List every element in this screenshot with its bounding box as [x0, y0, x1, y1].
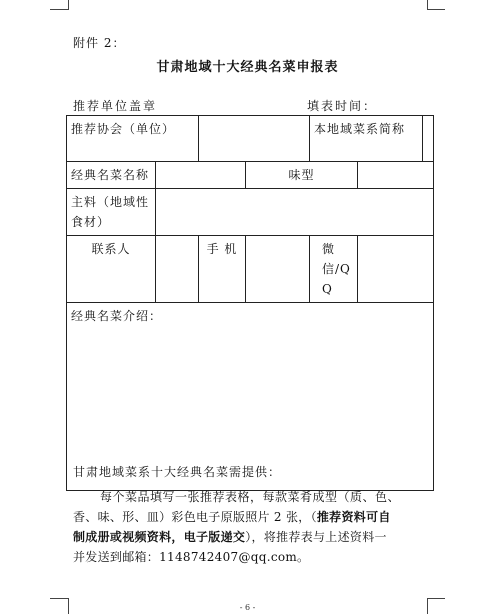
requirements-heading: 甘肃地域菜系十大经典名菜需提供： [73, 465, 282, 479]
dish-name-field[interactable] [156, 162, 246, 189]
requirements-text: 香、味、形、皿）彩色电子原版照片 2 张，（ [73, 510, 317, 524]
cuisine-label: 本地域菜系简称 [310, 116, 423, 161]
table-row [67, 236, 434, 303]
requirements-line-3 [73, 528, 387, 545]
flavor-field[interactable] [358, 162, 434, 189]
requirements-line-4: 并发送到邮箱：1148742407@qq.com。 [73, 550, 310, 564]
wechat-qq-label: 微 信/QQ [310, 236, 358, 303]
crop-mark [68, 0, 69, 10]
application-form-table [66, 115, 434, 491]
crop-mark [427, 598, 445, 599]
flavor-label: 味型 [246, 162, 358, 189]
requirements-line-2 [73, 508, 391, 525]
crop-mark [50, 9, 68, 10]
document-title: 甘肃地域十大经典名菜申报表 [156, 60, 339, 75]
requirements-emphasis: 制成册或视频资料，电子版递交 [73, 530, 246, 544]
attachment-label: 附件 2： [73, 36, 126, 50]
requirements-emphasis: 推荐资料可自 [316, 510, 391, 524]
wechat-qq-field[interactable] [358, 236, 434, 303]
dish-name-label: 经典名菜名称 [67, 162, 156, 189]
crop-mark [427, 9, 445, 10]
crop-mark [50, 598, 68, 599]
table-row [67, 189, 434, 236]
crop-mark [427, 0, 428, 10]
phone-field[interactable] [246, 236, 310, 303]
phone-label: 手 机 [199, 236, 246, 303]
requirements-text: ），将推荐表与上述资料一 [245, 530, 387, 544]
fill-time-label: 填表时间： [307, 99, 378, 113]
assoc-value-field[interactable] [199, 116, 310, 162]
table-row [67, 116, 434, 162]
requirements-line-1: 每个菜品填写一张推荐表格，每款菜肴成型（质、色、 [100, 490, 401, 504]
dish-intro-label: 经典名菜介绍： [71, 309, 163, 323]
cuisine-group [310, 116, 434, 162]
cuisine-value-field[interactable] [423, 116, 434, 161]
contact-label: 联系人 [67, 236, 156, 303]
assoc-label: 推荐协会（单位） [67, 116, 199, 162]
table-row [67, 162, 434, 189]
ingredients-field[interactable] [156, 189, 434, 236]
page-number: - 6 - [239, 603, 256, 612]
contact-field[interactable] [156, 236, 199, 303]
ingredients-label: 主料（地域性食材） [67, 189, 156, 236]
unit-stamp-label: 推荐单位盖章 [73, 99, 158, 113]
